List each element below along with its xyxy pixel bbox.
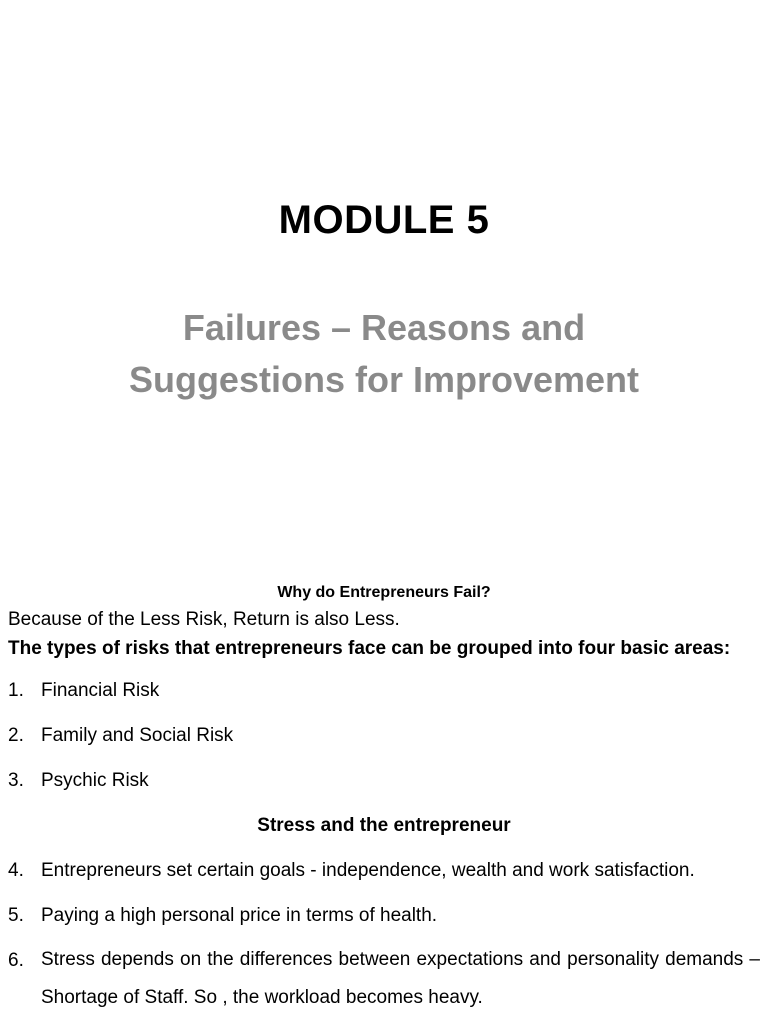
list-item [0,893,768,938]
module-title: MODULE 5 [278,198,490,242]
stress-heading: Stress and the entrepreneur [257,815,511,836]
list-item [0,668,768,713]
subtitle-line-1: Failures – Reasons and [182,307,586,348]
section-heading: Why do Entrepreneurs Fail? [277,584,491,601]
list-text: Entrepreneurs set certain goals - independence, wealth and work satisfaction. [41,860,695,881]
lead-text: The types of risks that entrepreneurs face can be grouped into four basic areas: [8,638,731,659]
list-number: 6. [8,950,24,971]
list-number: 4. [8,860,24,881]
subtitle-line-2: Suggestions for Improvement [128,359,640,400]
module-subtitle [60,302,708,406]
list-text: Financial Risk [41,680,160,701]
stress-list [0,848,768,1017]
content-section [0,580,768,1017]
list-text: Family and Social Risk [41,725,234,746]
list-number: 3. [8,770,24,791]
list-number: 5. [8,905,24,926]
list-text: Psychic Risk [41,770,149,791]
list-number: 2. [8,725,24,746]
list-number: 1. [8,680,24,701]
list-item [0,938,768,1017]
intro-text: Because of the Less Risk, Return is also Less. [8,609,400,630]
risk-list [0,668,768,803]
list-text: Stress depends on the differences between expectations and personality demands – Shortage of Staff. So , the workload becomes heavy. [41,949,760,1008]
list-item [0,848,768,893]
list-text: Paying a high personal price in terms of health. [41,905,438,926]
list-item [0,713,768,758]
list-item [0,758,768,803]
